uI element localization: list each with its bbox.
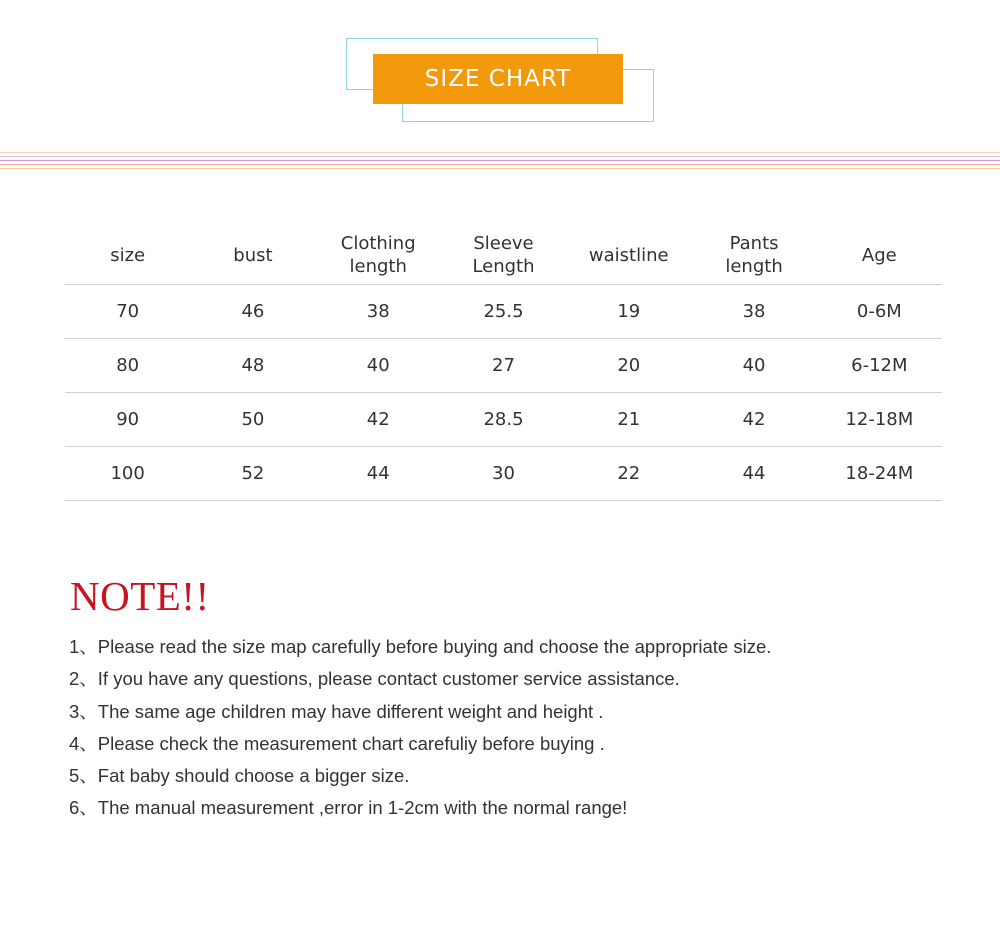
- table-cell: 80: [65, 339, 190, 393]
- table-cell: 46: [190, 285, 315, 339]
- divider-line: [0, 168, 1000, 169]
- column-header-size: size: [110, 244, 146, 266]
- table-header-row: [65, 226, 942, 285]
- note-item: 5、Fat baby should choose a bigger size.: [69, 765, 410, 787]
- divider-line: [0, 160, 1000, 161]
- note-item: 4、Please check the measurement chart carefuliy before buying .: [69, 732, 605, 754]
- decorative-divider: [0, 152, 1000, 170]
- table-cell: 40: [316, 339, 441, 393]
- table-cell: 12-18M: [817, 393, 942, 447]
- table-cell: 28.5: [441, 393, 566, 447]
- table-cell: 21: [566, 393, 691, 447]
- table-row: [65, 447, 942, 501]
- column-header-sleeve-length: Sleeve Length: [472, 233, 535, 277]
- size-table: [65, 226, 942, 501]
- note-item: 6、The manual measurement ,error in 1-2cm with the normal range!: [69, 797, 628, 819]
- note-item: 2、If you have any questions, please contact customer service assistance.: [69, 668, 680, 690]
- table-cell: 38: [691, 285, 816, 339]
- size-chart-header: [0, 0, 1000, 130]
- table-cell: 48: [190, 339, 315, 393]
- table-cell: 44: [316, 447, 441, 501]
- divider-line: [0, 156, 1000, 157]
- table-cell: 27: [441, 339, 566, 393]
- table-cell: 40: [691, 339, 816, 393]
- column-header-bust: bust: [233, 244, 273, 266]
- table-cell: 19: [566, 285, 691, 339]
- column-header-pants-length: Pants length: [725, 233, 783, 277]
- table-row: [65, 339, 942, 393]
- table-cell: 70: [65, 285, 190, 339]
- table-cell: 44: [691, 447, 816, 501]
- size-chart-title: SIZE CHART: [373, 54, 623, 104]
- table-cell: 0-6M: [817, 285, 942, 339]
- table-cell: 100: [65, 447, 190, 501]
- note-item: 1、Please read the size map carefully before buying and choose the appropriate size.: [69, 636, 772, 657]
- table-cell: 42: [691, 393, 816, 447]
- table-cell: 90: [65, 393, 190, 447]
- table-row: [65, 285, 942, 339]
- table-cell: 20: [566, 339, 691, 393]
- table-cell: 6-12M: [817, 339, 942, 393]
- note-item: 3、The same age children may have different weight and height .: [69, 700, 604, 722]
- note-list: [69, 633, 969, 827]
- column-header-age: Age: [861, 244, 897, 266]
- column-header-clothing-length: Clothing length: [340, 233, 416, 277]
- table-cell: 52: [190, 447, 315, 501]
- table-cell: 38: [316, 285, 441, 339]
- note-heading: NOTE!!: [70, 573, 210, 619]
- column-header-waistline: waistline: [588, 244, 669, 266]
- table-cell: 22: [566, 447, 691, 501]
- divider-line: [0, 164, 1000, 165]
- table-cell: 42: [316, 393, 441, 447]
- table-cell: 18-24M: [817, 447, 942, 501]
- table-cell: 25.5: [441, 285, 566, 339]
- divider-line: [0, 152, 1000, 153]
- table-cell: 30: [441, 447, 566, 501]
- table-row: [65, 393, 942, 447]
- table-cell: 50: [190, 393, 315, 447]
